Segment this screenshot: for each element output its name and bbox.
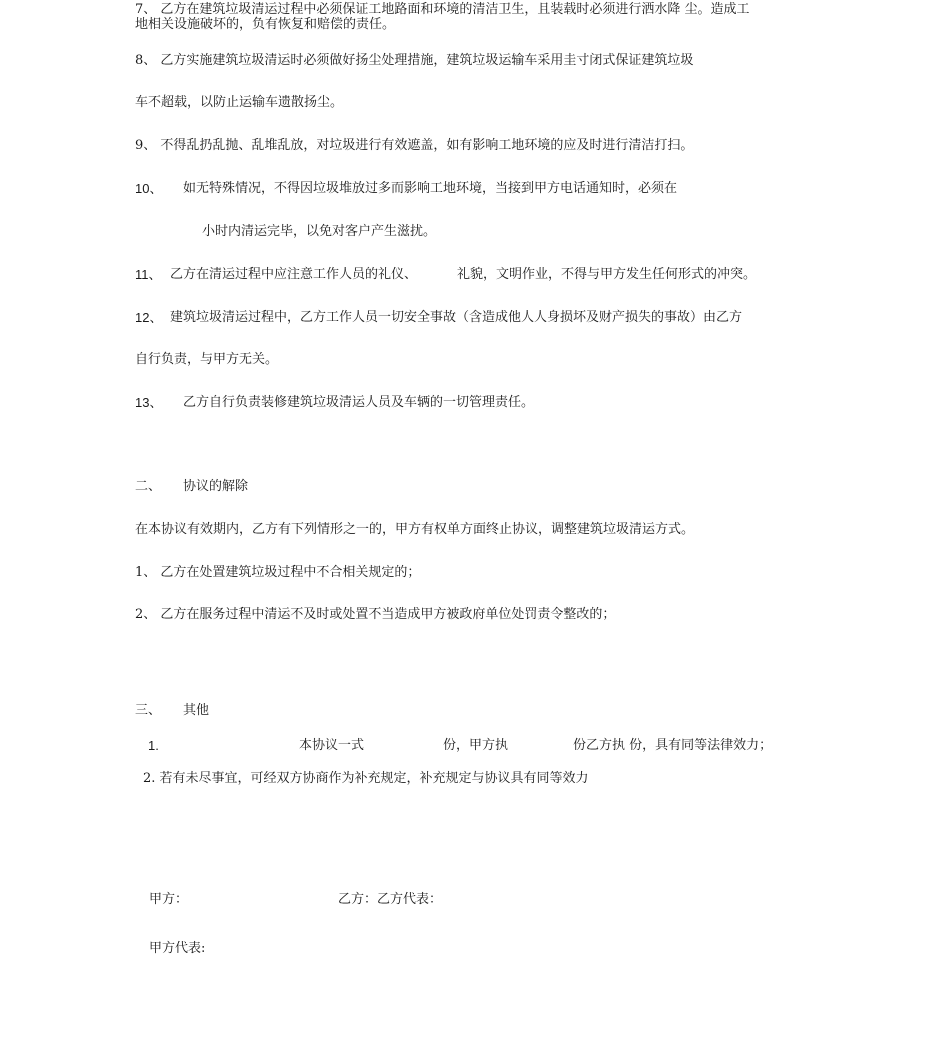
termination-condition-1: 1、 乙方在处置建筑垃圾过程中不合相关规定的； (135, 565, 421, 580)
section-2-number: 二、 (135, 479, 162, 494)
clause-12-line-2: 自行负责，与甲方无关。 (135, 352, 279, 367)
other-1-part-b: 份，甲方执 (443, 738, 509, 753)
clause-11-number: 11、 (135, 267, 162, 282)
other-1-part-a: 本协议一式 (299, 738, 365, 753)
clause-7-line-2: 地相关设施破坏的，负有恢复和赔偿的责任。 (135, 17, 396, 32)
section-3-number: 三、 (135, 703, 162, 718)
party-a-rep-label: 甲方代表: (149, 941, 206, 956)
clause-10-number: 10、 (135, 181, 163, 196)
other-2: 2. 若有未尽事宜，可经双方协商作为补充规定，补充规定与协议具有同等效力 (143, 771, 589, 786)
clause-13-number: 13、 (135, 395, 163, 410)
clause-13: 乙方自行负责装修建筑垃圾清运人员及车辆的一切管理责任。 (183, 395, 535, 410)
section-3-title: 其他 (183, 703, 210, 718)
clause-12-number: 12、 (135, 310, 163, 325)
clause-11-part-a: 乙方在清运过程中应注意工作人员的礼仪、 (170, 267, 418, 282)
other-1-number: 1. (148, 738, 159, 753)
party-b-label: 乙方：乙方代表： (338, 892, 443, 907)
section-2-intro: 在本协议有效期内，乙方有下列情形之一的，甲方有权单方面终止协议，调整建筑垃圾清运方式。 (135, 522, 695, 537)
clause-8-line-2: 车不超载，以防止运输车遗散扬尘。 (135, 95, 344, 110)
clause-9: 9、 不得乱扔乱抛、乱堆乱放，对垃圾进行有效遮盖，如有影响工地环境的应及时进行清洁打扫。 (135, 138, 694, 153)
section-2-title: 协议的解除 (183, 479, 249, 494)
clause-11-part-b: 礼貌，文明作业，不得与甲方发生任何形式的冲突。 (457, 267, 757, 282)
clause-10-line-1: 如无特殊情况，不得因垃圾堆放过多而影响工地环境，当接到甲方电话通知时，必须在 (183, 181, 678, 196)
clause-7-line-1: 7、 乙方在建筑垃圾清运过程中必须保证工地路面和环境的清洁卫生，且装载时必须进行洒水降 尘。造成工 (135, 2, 750, 17)
clause-8-line-1: 8、 乙方实施建筑垃圾清运时必须做好扬尘处理措施，建筑垃圾运输车采用圭寸闭式保证建筑垃圾 (135, 53, 694, 68)
clause-12-line-1: 建筑垃圾清运过程中，乙方工作人员一切安全事故（含造成他人人身损坏及财产损失的事故）由乙方 (170, 310, 743, 325)
other-1-part-c: 份乙方执 份，具有同等法律效力； (573, 738, 773, 753)
party-a-label: 甲方： (149, 892, 189, 907)
clause-10-line-2: 小时内清运完毕，以免对客户产生滋扰。 (202, 224, 437, 239)
termination-condition-2: 2、 乙方在服务过程中清运不及时或处置不当造成甲方被政府单位处罚责令整改的； (135, 607, 616, 622)
